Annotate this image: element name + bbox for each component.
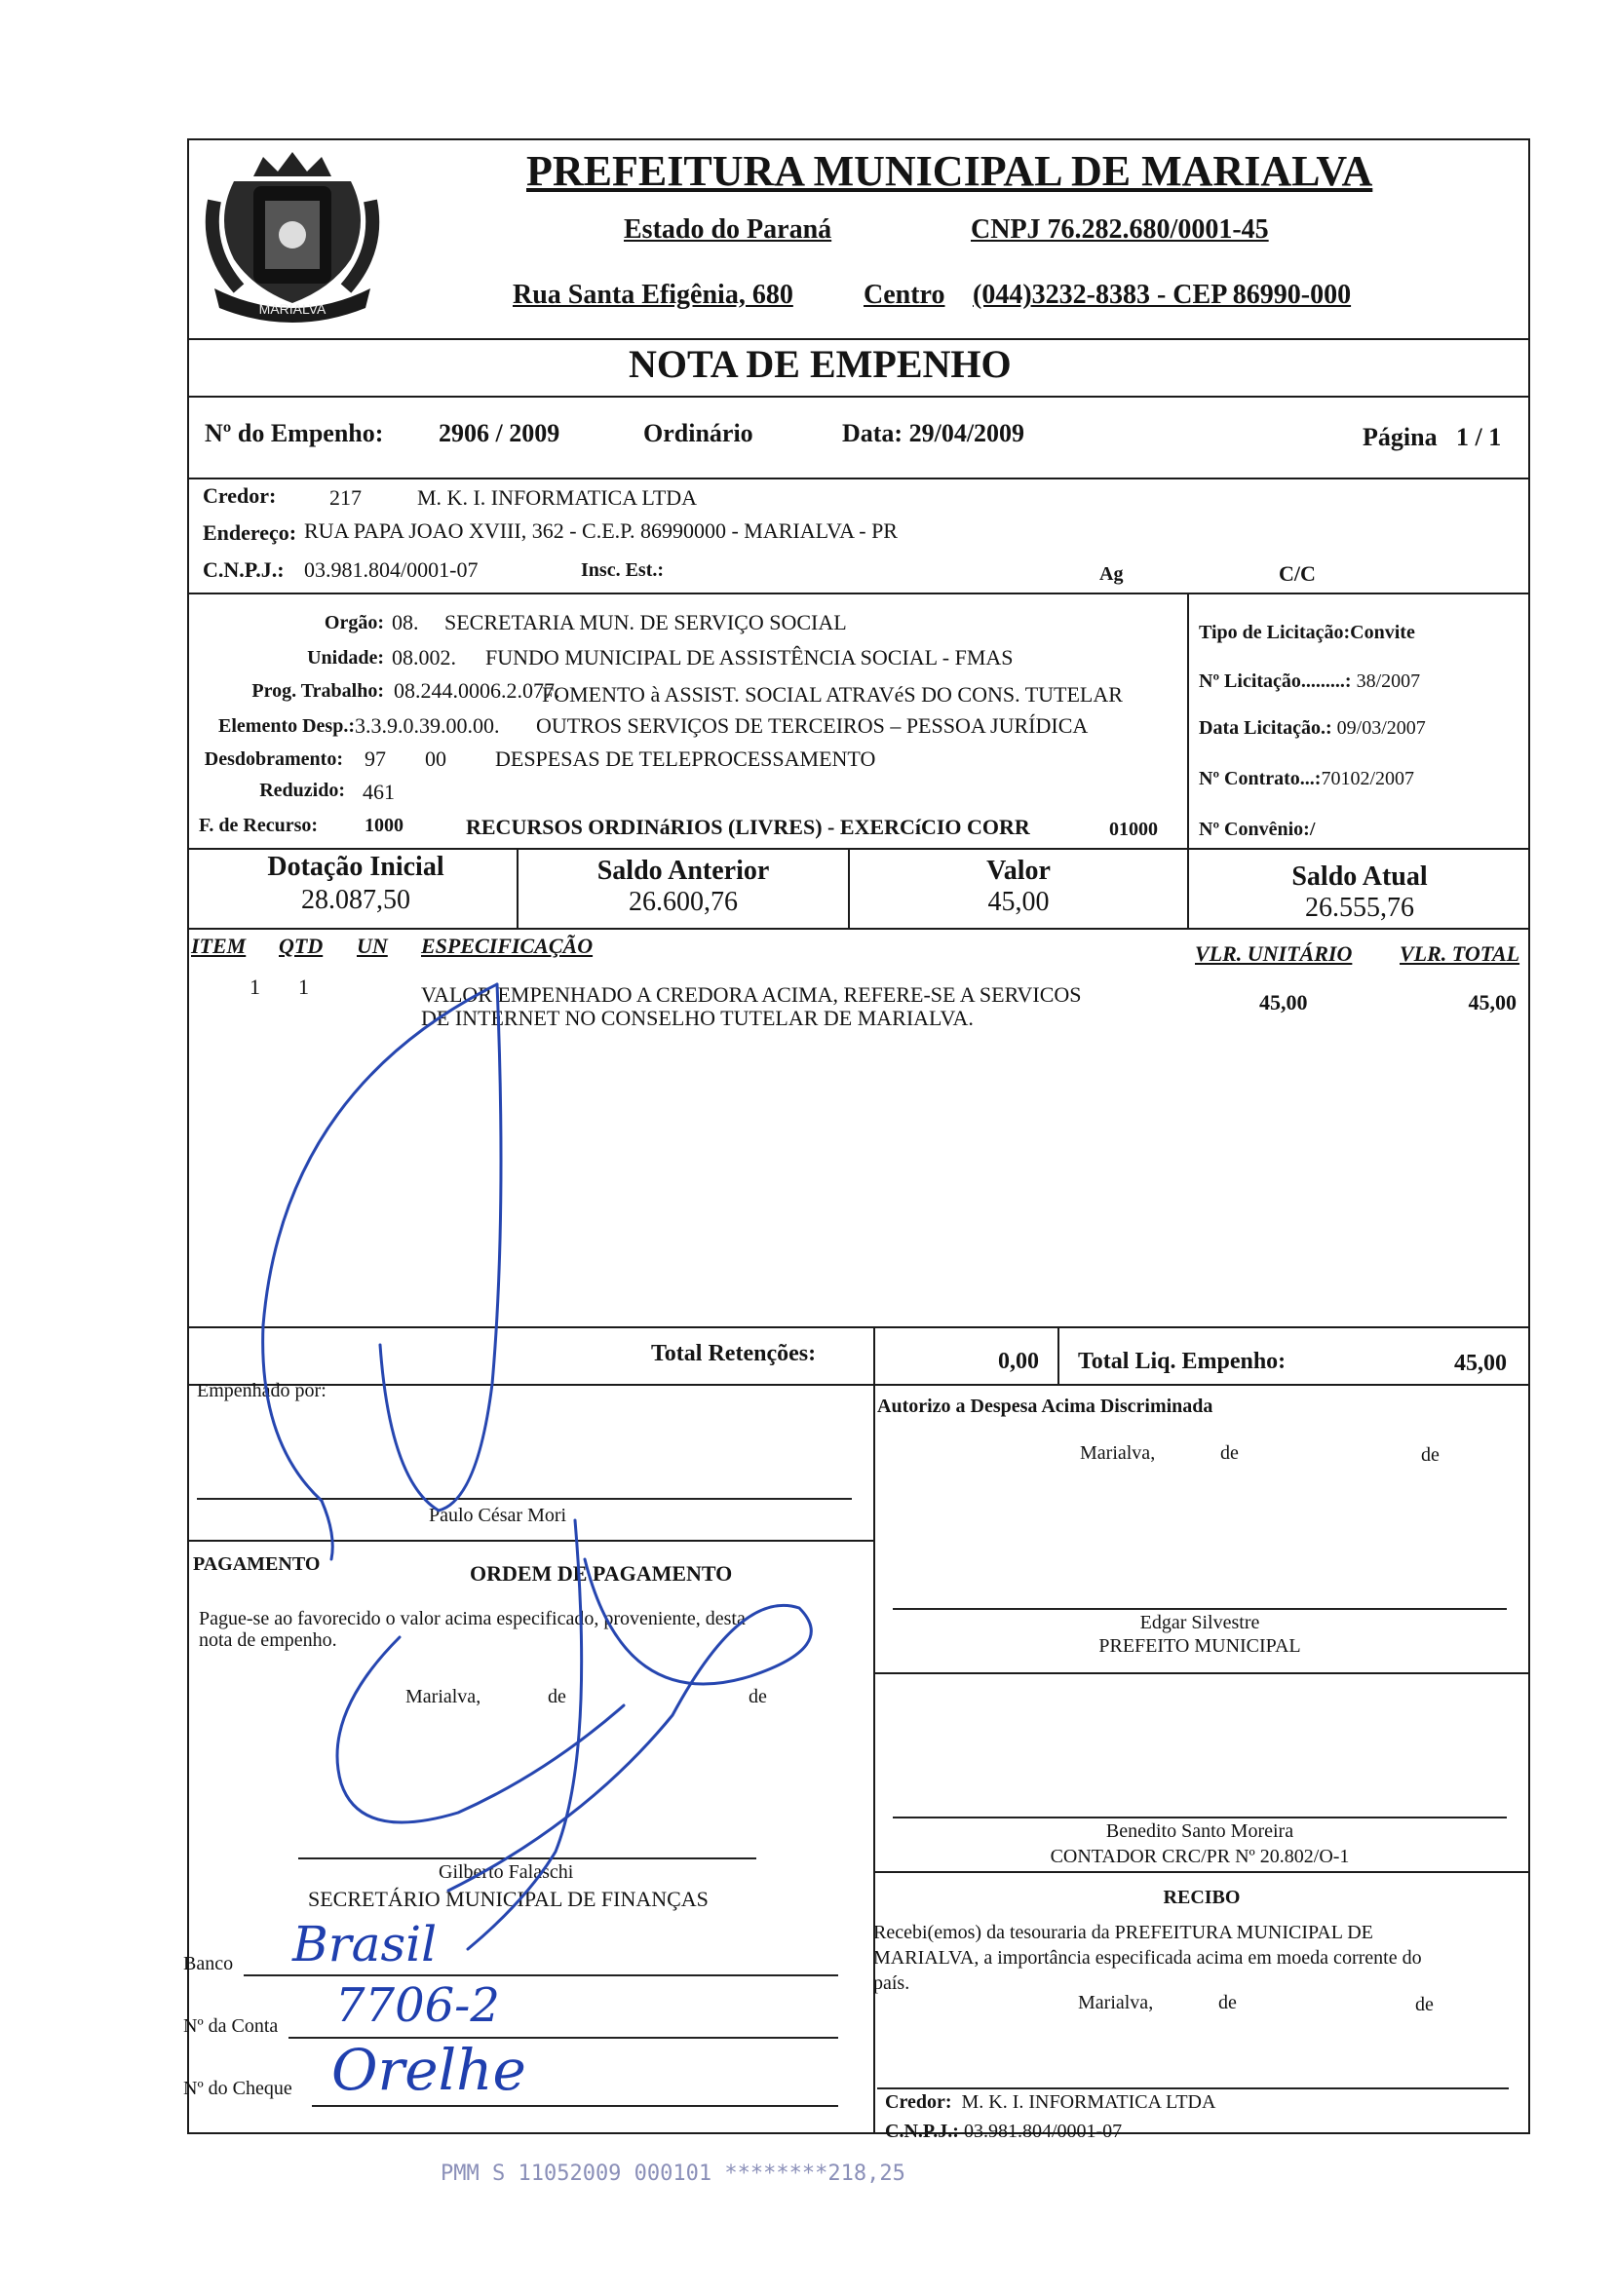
licitacao-numero: Nº Licitação.........: 38/2007 — [1199, 670, 1421, 692]
licitacao-tipo: Tipo de Licitação:Convite — [1199, 622, 1415, 643]
fonte-number: 01000 — [1109, 819, 1158, 840]
recibo-de1: de — [1218, 1992, 1237, 2013]
conta-label: Nº da Conta — [183, 2015, 279, 2037]
saldo-anterior-label: Saldo Anterior — [596, 856, 770, 886]
issuer-district: Centro — [864, 280, 945, 310]
total-value-header: VLR. TOTAL — [1400, 941, 1520, 966]
retencoes-value: 0,00 — [998, 1349, 1039, 1374]
desdobramento-sub: 00 — [425, 746, 446, 771]
empenho-number-label: Nº do Empenho: — [205, 419, 384, 447]
autorizo-de2: de — [1421, 1444, 1440, 1466]
page-number: 1 / 1 — [1456, 423, 1502, 451]
credor-label: Credor: — [203, 483, 277, 508]
cnpj-label: C.N.P.J.: — [203, 557, 285, 582]
autorizo-city: Marialva, — [1080, 1442, 1156, 1464]
item-desc-line1: VALOR EMPENHADO A CREDORA ACIMA, REFERE-SE A SERVICOS — [421, 982, 1082, 1007]
desdobramento-desc: DESPESAS DE TELEPROCESSAMENTO — [495, 746, 876, 771]
autorizo-de1: de — [1220, 1442, 1239, 1464]
empenho-number: 2906 / 2009 — [439, 419, 560, 447]
page-label: Página — [1363, 423, 1438, 451]
insc-label: Insc. Est.: — [581, 559, 665, 581]
pagamento-text-line1: Pague-se ao favorecido o valor acima especificado, proveniente, desta — [199, 1608, 746, 1629]
credor-name: M. K. I. INFORMATICA LTDA — [417, 485, 698, 510]
un-header: UN — [357, 934, 388, 958]
reduzido-label: Reduzido: — [259, 780, 345, 801]
empenhado-signer: Paulo César Mori — [429, 1505, 567, 1526]
licitacao-data: Data Licitação.: 09/03/2007 — [1199, 717, 1426, 739]
valor-value: 45,00 — [987, 887, 1050, 917]
page-title: PREFEITURA MUNICIPAL DE MARIALVA — [526, 147, 1373, 195]
item-number: 1 — [250, 975, 260, 999]
recibo-text-line2: MARIALVA, a importância especificada acima em moeda corrente do — [873, 1947, 1422, 1969]
dotacao-inicial-value: 28.087,50 — [301, 885, 410, 915]
valor-label: Valor — [986, 856, 1051, 886]
recibo-text-line3: país. — [873, 1972, 910, 1994]
cc-label: C/C — [1279, 561, 1316, 586]
secretario-name: Gilberto Falaschi — [439, 1861, 574, 1883]
empenhado-label: Empenhado por: — [197, 1380, 327, 1401]
recibo-text-line1: Recebi(emos) da tesouraria da PREFEITURA MUNICIPAL DE — [873, 1922, 1373, 1943]
liquido-label: Total Liq. Empenho: — [1078, 1349, 1287, 1374]
pagamento-text-line2: nota de empenho. — [199, 1629, 337, 1651]
prog-code: 08.244.0006.2.077. — [394, 678, 560, 703]
contador-role: CONTADOR CRC/PR Nº 20.802/O-1 — [1050, 1846, 1350, 1867]
item-qty: 1 — [298, 975, 309, 999]
credor-code: 217 — [329, 485, 362, 510]
issuer-phone-cep: (044)3232-8383 - CEP 86990-000 — [973, 280, 1352, 310]
saldo-anterior-value: 26.600,76 — [629, 887, 738, 917]
item-total-value: 45,00 — [1468, 990, 1517, 1014]
svg-text:MARIALVA: MARIALVA — [258, 301, 327, 317]
desdobramento-label: Desdobramento: — [204, 748, 343, 770]
desdobramento-code: 97 — [365, 746, 386, 771]
recibo-cnpj: C.N.P.J.: 03.981.804/0001-07 — [885, 2121, 1123, 2142]
prefeito-name: Edgar Silvestre — [1139, 1612, 1260, 1633]
contrato-numero: Nº Contrato...:70102/2007 — [1199, 768, 1415, 789]
elemento-desc: OUTROS SERVIÇOS DE TERCEIROS – PESSOA JURÍDICA — [536, 713, 1089, 738]
credor-cnpj: 03.981.804/0001-07 — [304, 557, 479, 582]
autorizo-label: Autorizo a Despesa Acima Discriminada — [877, 1396, 1213, 1417]
bank-authentication-stamp: PMM S 11052009 000101 ********218,25 — [441, 2162, 905, 2186]
unidade-label: Unidade: — [307, 647, 384, 669]
banco-label: Banco — [183, 1953, 234, 1974]
prefeito-role: PREFEITO MUNICIPAL — [1098, 1635, 1301, 1657]
unit-value-header: VLR. UNITÁRIO — [1195, 941, 1353, 966]
recibo-de2: de — [1415, 1994, 1434, 2015]
empenho-type: Ordinário — [643, 419, 753, 447]
credor-address: RUA PAPA JOAO XVIII, 362 - C.E.P. 86990000 - MARIALVA - PR — [304, 518, 898, 543]
issuer-cnpj: CNPJ 76.282.680/0001-45 — [971, 214, 1269, 245]
recibo-title: RECIBO — [1163, 1887, 1241, 1908]
pagamento-de1: de — [548, 1686, 566, 1707]
pagamento-de2: de — [749, 1686, 767, 1707]
fonte-desc: RECURSOS ORDINáRIOS (LIVRES) - EXERCíCIO CORR — [466, 815, 1030, 839]
fonte-label: F. de Recurso: — [199, 815, 319, 836]
fonte-code: 1000 — [365, 815, 404, 836]
conta-handwritten: 7706-2 — [335, 1978, 500, 2033]
orgao-desc: SECRETARIA MUN. DE SERVIÇO SOCIAL — [444, 610, 847, 634]
elemento-code: 3.3.9.0.39.00.00. — [355, 713, 500, 738]
especificacao-header: ESPECIFICAÇÃO — [421, 934, 594, 958]
qtd-header: QTD — [279, 934, 324, 958]
convenio-numero: Nº Convênio:/ — [1199, 819, 1316, 840]
contador-name: Benedito Santo Moreira — [1105, 1820, 1294, 1842]
saldo-atual-value: 26.555,76 — [1305, 893, 1414, 923]
banco-handwritten: Brasil — [292, 1916, 438, 1972]
recibo-city: Marialva, — [1078, 1992, 1154, 2013]
cheque-handwritten: Orelhe — [331, 2037, 526, 2103]
unidade-desc: FUNDO MUNICIPAL DE ASSISTÊNCIA SOCIAL - FMAS — [485, 645, 1014, 670]
prog-label: Prog. Trabalho: — [251, 680, 384, 702]
prog-desc: FOMENTO à ASSIST. SOCIAL ATRAVéS DO CONS. TUTELAR — [542, 682, 1123, 707]
empenho-date: Data: 29/04/2009 — [842, 419, 1025, 447]
ordem-pagamento-title: ORDEM DE PAGAMENTO — [470, 1561, 733, 1586]
orgao-label: Orgão: — [324, 612, 384, 633]
address-label: Endereço: — [203, 520, 297, 545]
pagamento-city: Marialva, — [405, 1686, 481, 1707]
liquido-value: 45,00 — [1454, 1351, 1507, 1376]
secretario-role: SECRETÁRIO MUNICIPAL DE FINANÇAS — [308, 1887, 709, 1911]
item-unit-value: 45,00 — [1259, 990, 1308, 1014]
retencoes-label: Total Retenções: — [651, 1341, 817, 1366]
issuer-street: Rua Santa Efigênia, 680 — [513, 280, 793, 310]
pagamento-label: PAGAMENTO — [193, 1553, 321, 1575]
item-desc-line2: DE INTERNET NO CONSELHO TUTELAR DE MARIALVA. — [421, 1006, 974, 1030]
dotacao-inicial-label: Dotação Inicial — [267, 852, 444, 882]
ag-label: Ag — [1099, 563, 1124, 585]
state-name: Estado do Paraná — [624, 214, 832, 245]
cheque-label: Nº do Cheque — [183, 2078, 292, 2099]
reduzido-code: 461 — [363, 780, 395, 804]
elemento-label: Elemento Desp.: — [218, 715, 355, 737]
recibo-credor: Credor: M. K. I. INFORMATICA LTDA — [885, 2091, 1216, 2113]
orgao-code: 08. — [392, 610, 419, 634]
unidade-code: 08.002. — [392, 645, 456, 670]
document-title: NOTA DE EMPENHO — [629, 342, 1012, 386]
saldo-atual-label: Saldo Atual — [1291, 861, 1428, 892]
item-header: ITEM — [191, 934, 247, 958]
